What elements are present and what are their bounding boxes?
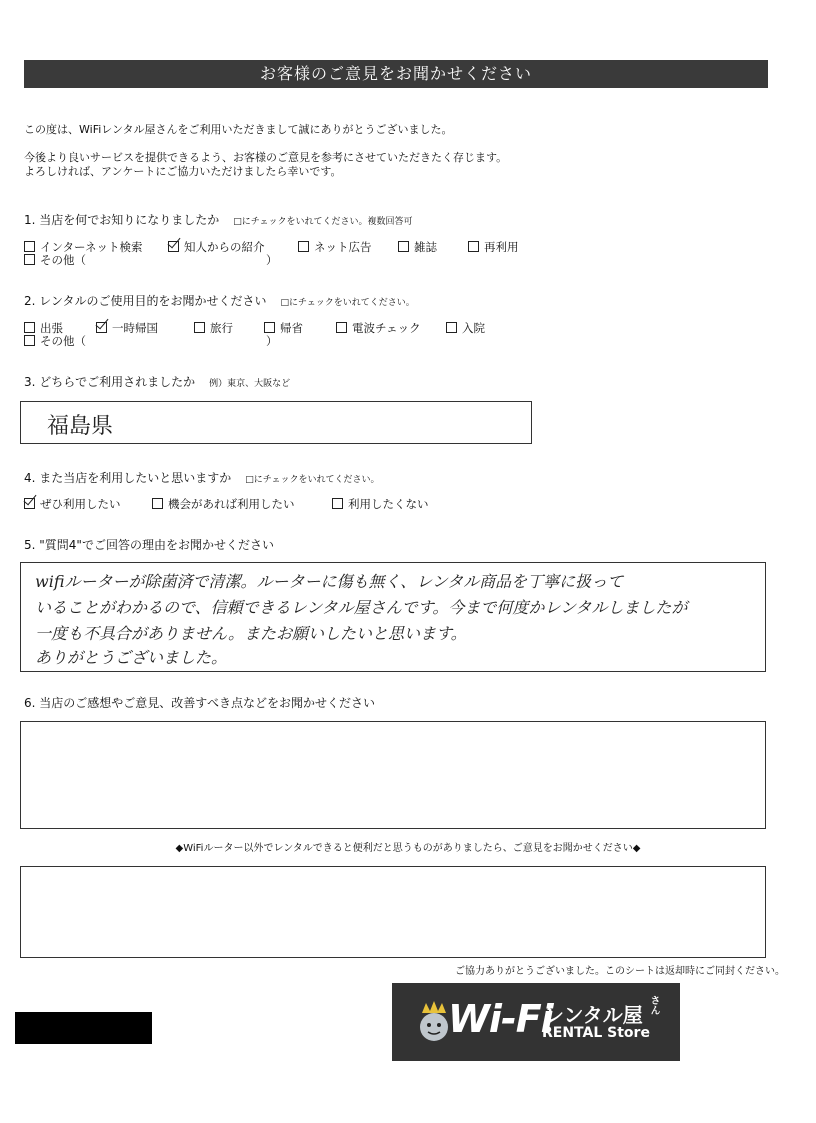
option-label: 雑誌 (414, 240, 437, 254)
q6-label: 6. 当店のご感想やご意見、改善すべき点などをお聞かせください (24, 696, 376, 710)
footer-thanks: ご協力ありがとうございました。このシートは返却時にご同封ください。 (455, 966, 785, 977)
q2-option-business-trip[interactable] (24, 321, 63, 335)
checkbox-icon[interactable] (332, 498, 343, 509)
option-label: 利用したくない (348, 497, 429, 511)
logo-wifi: Wi-Fi (448, 997, 553, 1041)
q2-option-travel[interactable] (194, 321, 233, 335)
checkbox-checked-icon[interactable] (96, 322, 107, 333)
brand-logo (392, 983, 680, 1061)
q5-answer-field[interactable] (20, 562, 766, 672)
option-label: 入院 (462, 321, 485, 335)
q2-option-temp-return[interactable] (96, 321, 158, 335)
option-label: 一時帰国 (112, 321, 158, 335)
q3-answer: 福島県 (47, 414, 114, 439)
q4-label-text: 4. また当店を利用したいと思いますか (24, 471, 232, 485)
logo-jp: レンタル屋 (544, 1003, 643, 1027)
checkbox-icon[interactable] (24, 322, 35, 333)
intro-line-1: この度は、WiFiレンタル屋さんをご利用いただきまして誠にありがとうございました。 (24, 123, 453, 136)
q2-note: □にチェックをいれてください。 (280, 298, 415, 308)
q5-answer-line-2: いることがわかるので、信頼できるレンタル屋さんです。今まで何度かレンタルしましたが (35, 598, 688, 617)
option-label: その他（ (40, 253, 86, 267)
q1-label-text: 1. 当店を何でお知りになりましたか (24, 213, 220, 227)
q3-label (24, 374, 290, 392)
page-title: お客様のご意見をお聞かせください (24, 60, 768, 88)
extra-answer-field[interactable] (20, 866, 766, 958)
q4-option-if-chance[interactable] (152, 497, 295, 511)
q3-label-text: 3. どちらでご利用されましたか (24, 375, 196, 389)
checkbox-icon[interactable] (152, 498, 163, 509)
q2-label-text: 2. レンタルのご使用目的をお聞かせください (24, 294, 267, 308)
checkbox-icon[interactable] (24, 254, 35, 265)
intro-line-2: 今後より良いサービスを提供できるよう、お客様のご意見を参考にさせていただきたく存じます。 (24, 151, 508, 164)
option-label: 再利用 (484, 240, 519, 254)
redaction-block (15, 1012, 152, 1044)
q2-label (24, 293, 415, 311)
checkbox-icon[interactable] (24, 241, 35, 252)
q5-answer-line-3: 一度も不具合がありません。またお願いしたいと思います。 (35, 624, 467, 643)
q1-other-close: ） (266, 253, 278, 267)
q1-label (24, 212, 413, 230)
q2-option-hospital[interactable] (446, 321, 485, 335)
option-label: 機会があれば利用したい (168, 497, 295, 511)
q4-label (24, 470, 380, 488)
q1-option-net-ad[interactable] (298, 240, 372, 254)
option-label: 出張 (40, 321, 63, 335)
q5-label: 5. "質問4"でご回答の理由をお聞かせください (24, 538, 274, 552)
q1-option-internet[interactable] (24, 240, 142, 254)
checkbox-icon[interactable] (336, 322, 347, 333)
checkbox-icon[interactable] (264, 322, 275, 333)
q1-option-friend[interactable] (168, 240, 265, 254)
q1-note: □にチェックをいれてください。複数回答可 (233, 217, 413, 227)
logo-san: さん (648, 995, 659, 1015)
option-label: 帰省 (280, 321, 303, 335)
checkbox-checked-icon[interactable] (168, 241, 179, 252)
q1-option-reuse[interactable] (468, 240, 519, 254)
option-label: ネット広告 (314, 240, 372, 254)
logo-en: RENTAL Store (542, 1025, 650, 1041)
option-label: 旅行 (210, 321, 233, 335)
extra-label: ◆WiFiルーター以外でレンタルできると便利だと思うものがありましたら、ご意見をお聞かせください◆ (175, 843, 641, 854)
q4-option-no[interactable] (332, 497, 429, 511)
q2-option-other[interactable] (24, 334, 86, 348)
q6-answer-field[interactable] (20, 721, 766, 829)
q3-answer-field[interactable] (20, 401, 532, 444)
option-label: インターネット検索 (40, 240, 143, 254)
q2-option-signal-check[interactable] (336, 321, 421, 335)
option-label: ぜひ利用したい (40, 497, 121, 511)
q1-option-magazine[interactable] (398, 240, 437, 254)
intro-line-3: よろしければ、アンケートにご協力いただけましたら幸いです。 (24, 165, 342, 178)
checkbox-checked-icon[interactable] (24, 498, 35, 509)
checkbox-icon[interactable] (468, 241, 479, 252)
checkbox-icon[interactable] (298, 241, 309, 252)
q4-option-definitely[interactable] (24, 497, 121, 511)
option-label: その他（ (40, 334, 86, 348)
q5-answer-line-1: wifiルーターが除菌済で清潔。ルーターに傷も無く、レンタル商品を丁寧に扱って (35, 572, 624, 591)
checkbox-icon[interactable] (24, 335, 35, 346)
checkbox-icon[interactable] (194, 322, 205, 333)
q1-option-other[interactable] (24, 253, 86, 267)
checkbox-icon[interactable] (446, 322, 457, 333)
q2-other-close: ） (266, 334, 278, 348)
checkbox-icon[interactable] (398, 241, 409, 252)
q5-answer-line-4: ありがとうございました。 (35, 648, 228, 667)
option-label: 電波チェック (352, 321, 421, 335)
q4-note: □にチェックをいれてください。 (245, 475, 380, 485)
q2-option-homecoming[interactable] (264, 321, 303, 335)
option-label: 知人からの紹介 (184, 240, 265, 254)
q3-note: 例）東京、大阪など (209, 379, 291, 389)
